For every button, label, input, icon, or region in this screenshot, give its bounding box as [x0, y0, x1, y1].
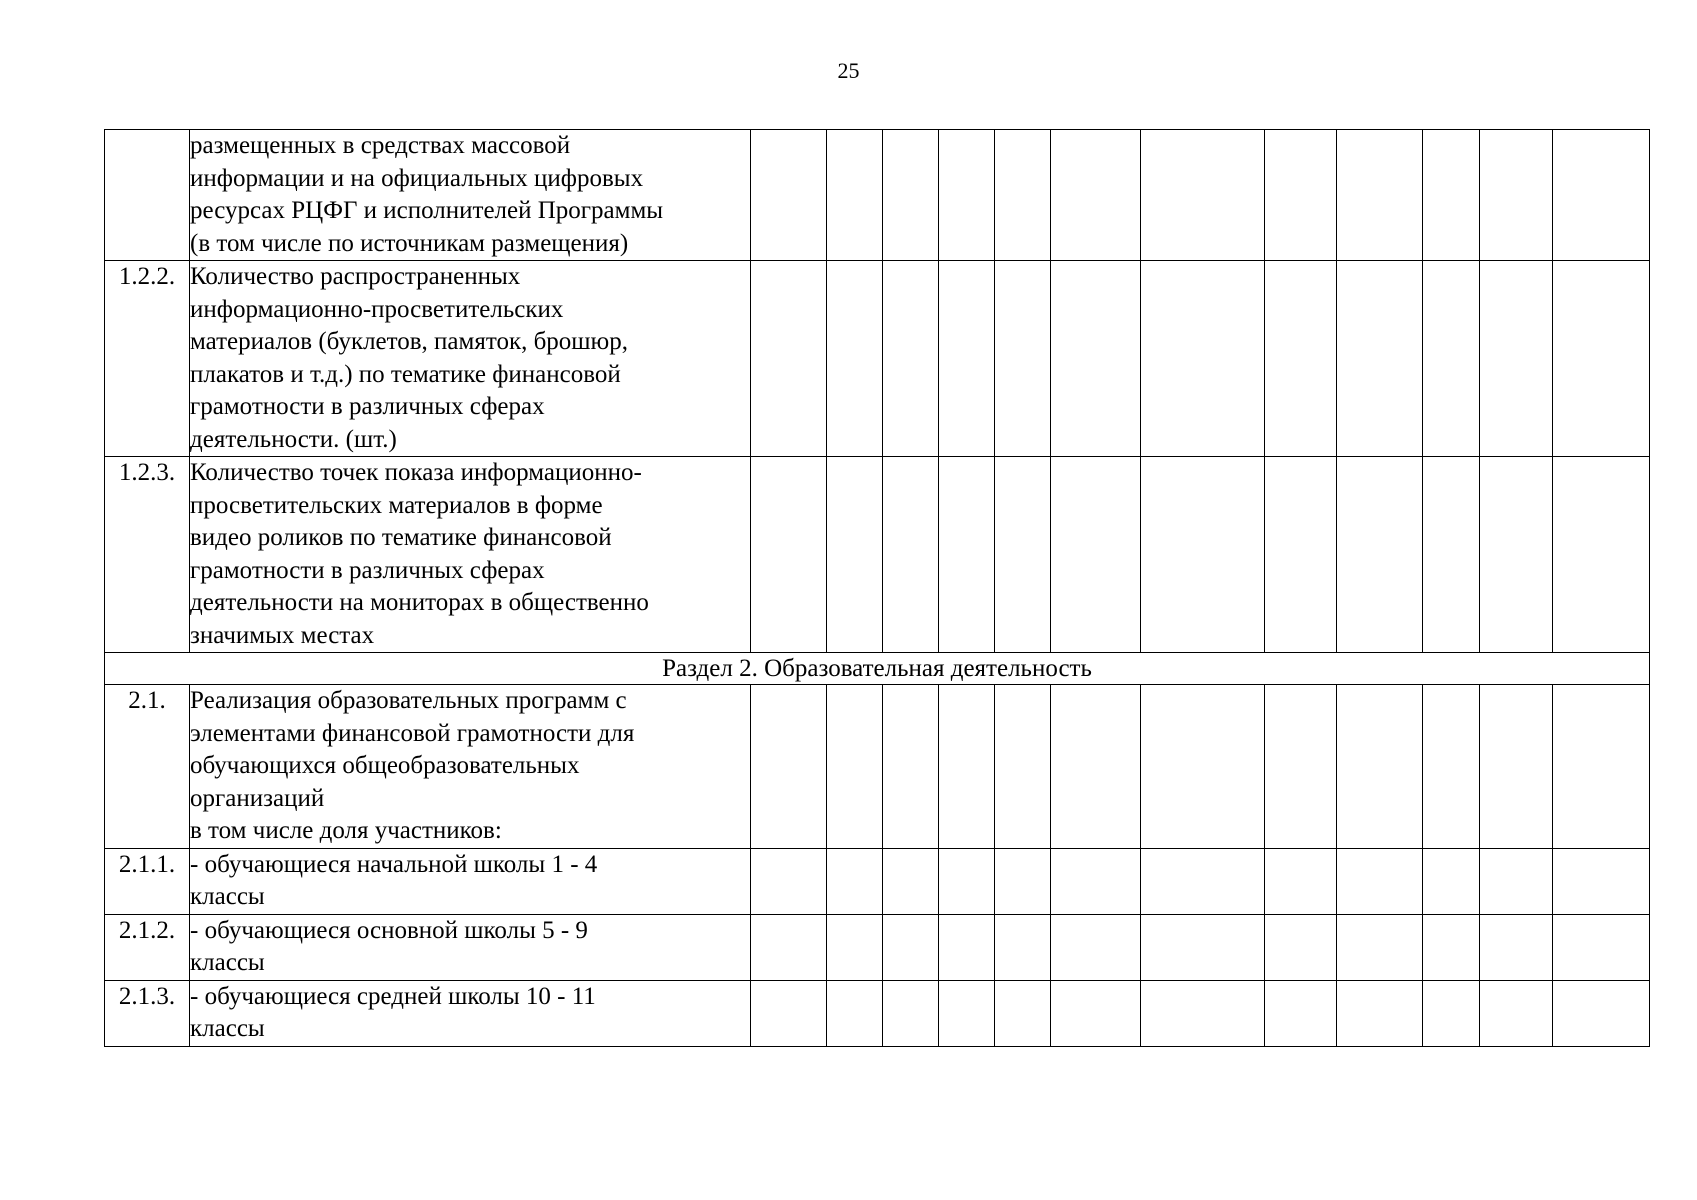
empty-cell [827, 980, 883, 1046]
description-line: грамотности в различных сферах [190, 556, 545, 584]
empty-cell [827, 457, 883, 653]
empty-cell [939, 457, 995, 653]
empty-cell [1553, 848, 1650, 914]
empty-cell [1480, 130, 1553, 261]
section-title: Раздел 2. Образовательная деятельность [105, 653, 1650, 685]
description-line: Количество распространенных [190, 263, 521, 290]
empty-cell [995, 914, 1051, 980]
empty-cell [1265, 848, 1337, 914]
empty-cell [1553, 457, 1650, 653]
description-line: (в том числе по источникам размещения) [190, 229, 629, 257]
page-number: 25 [837, 58, 860, 83]
empty-cell [751, 914, 827, 980]
empty-cell [1480, 457, 1553, 653]
empty-cell [1141, 914, 1265, 980]
table-body [105, 130, 1650, 1047]
empty-cell [1051, 130, 1141, 261]
description-line: классы [190, 1015, 265, 1042]
empty-cell [751, 457, 827, 653]
empty-cell [1051, 914, 1141, 980]
empty-cell [1423, 848, 1480, 914]
description-line: - обучающиеся средней школы 10 - 11 [190, 982, 596, 1010]
table-row [105, 261, 1650, 457]
empty-cell [827, 261, 883, 457]
description-line: просветительских материалов в форме [190, 491, 603, 519]
empty-cell [1265, 685, 1337, 849]
empty-cell [1141, 261, 1265, 457]
section-row [105, 653, 1650, 685]
empty-cell [995, 457, 1051, 653]
empty-cell [1553, 980, 1650, 1046]
empty-cell [883, 457, 939, 653]
item-number: 1.2.3. [105, 457, 190, 653]
empty-cell [751, 980, 827, 1046]
item-description [190, 980, 751, 1046]
item-description [190, 130, 751, 261]
empty-cell [827, 914, 883, 980]
empty-cell [1141, 848, 1265, 914]
description-line: элементами финансовой грамотности для [190, 719, 635, 747]
description-line: в том числе доля участников: [190, 817, 502, 844]
description-line: размещенных в средствах массовой [190, 132, 571, 159]
empty-cell [883, 130, 939, 261]
empty-cell [995, 848, 1051, 914]
table-row [105, 980, 1650, 1046]
empty-cell [939, 261, 995, 457]
empty-cell [1423, 980, 1480, 1046]
description-line: обучающихся общеобразовательных [190, 752, 580, 779]
empty-cell [883, 685, 939, 849]
table-row [105, 130, 1650, 261]
empty-cell [1051, 261, 1141, 457]
description-line: информации и на официальных цифровых [190, 164, 644, 192]
empty-cell [1337, 261, 1423, 457]
description-line: плакатов и т.д.) по тематике финансовой [190, 360, 621, 388]
item-number: 2.1. [105, 685, 190, 849]
empty-cell [751, 848, 827, 914]
empty-cell [1141, 980, 1265, 1046]
empty-cell [751, 261, 827, 457]
description-line: материалов (буклетов, памяток, брошюр, [190, 328, 628, 355]
empty-cell [939, 980, 995, 1046]
description-line: деятельности на мониторах в общественно [190, 589, 649, 616]
empty-cell [1051, 685, 1141, 849]
empty-cell [1141, 130, 1265, 261]
item-description [190, 261, 751, 457]
empty-cell [1337, 914, 1423, 980]
empty-cell [1265, 457, 1337, 653]
empty-cell [827, 848, 883, 914]
description-line: Количество точек показа информационно- [190, 459, 642, 486]
description-line: классы [190, 883, 265, 910]
table-row [105, 457, 1650, 653]
empty-cell [827, 685, 883, 849]
table-row [105, 685, 1650, 849]
empty-cell [751, 685, 827, 849]
empty-cell [995, 685, 1051, 849]
empty-cell [1423, 914, 1480, 980]
empty-cell [1423, 261, 1480, 457]
description-line: деятельности. (шт.) [190, 425, 397, 453]
empty-cell [1553, 130, 1650, 261]
empty-cell [1480, 685, 1553, 849]
description-line: организаций [190, 784, 325, 812]
empty-cell [939, 848, 995, 914]
empty-cell [827, 130, 883, 261]
item-number: 2.1.1. [105, 848, 190, 914]
empty-cell [1337, 848, 1423, 914]
item-number: 2.1.3. [105, 980, 190, 1046]
item-description [190, 914, 751, 980]
description-line: грамотности в различных сферах [190, 393, 545, 420]
empty-cell [1423, 685, 1480, 849]
description-line: информационно-просветительских [190, 295, 564, 323]
description-line: Реализация образовательных программ с [190, 687, 627, 714]
empty-cell [883, 848, 939, 914]
description-line: - обучающиеся основной школы 5 - 9 [190, 916, 588, 944]
empty-cell [1265, 130, 1337, 261]
empty-cell [1337, 685, 1423, 849]
item-number: 2.1.2. [105, 914, 190, 980]
description-line: классы [190, 949, 265, 976]
description-line: значимых местах [190, 621, 375, 649]
empty-cell [1423, 457, 1480, 653]
empty-cell [1553, 685, 1650, 849]
empty-cell [1553, 261, 1650, 457]
empty-cell [1553, 914, 1650, 980]
empty-cell [1423, 130, 1480, 261]
table-row [105, 848, 1650, 914]
empty-cell [1051, 457, 1141, 653]
item-description [190, 848, 751, 914]
item-number: 1.2.2. [105, 261, 190, 457]
empty-cell [1141, 457, 1265, 653]
description-line: видео роликов по тематике финансовой [190, 524, 612, 551]
empty-cell [995, 130, 1051, 261]
empty-cell [751, 130, 827, 261]
item-description [190, 457, 751, 653]
description-line: ресурсах РЦФГ и исполнителей Программы [190, 197, 664, 224]
empty-cell [1265, 261, 1337, 457]
empty-cell [1337, 130, 1423, 261]
empty-cell [1265, 980, 1337, 1046]
empty-cell [1337, 457, 1423, 653]
indicators-table [104, 129, 1650, 1047]
empty-cell [883, 914, 939, 980]
empty-cell [1265, 914, 1337, 980]
empty-cell [1480, 848, 1553, 914]
empty-cell [939, 914, 995, 980]
empty-cell [1051, 848, 1141, 914]
empty-cell [1141, 685, 1265, 849]
empty-cell [1480, 980, 1553, 1046]
empty-cell [1337, 980, 1423, 1046]
empty-cell [995, 261, 1051, 457]
item-number [105, 130, 190, 261]
item-description [190, 685, 751, 849]
empty-cell [883, 261, 939, 457]
empty-cell [1480, 261, 1553, 457]
table-row [105, 914, 1650, 980]
description-line: - обучающиеся начальной школы 1 - 4 [190, 850, 598, 878]
empty-cell [939, 130, 995, 261]
empty-cell [939, 685, 995, 849]
empty-cell [1480, 914, 1553, 980]
empty-cell [995, 980, 1051, 1046]
empty-cell [1051, 980, 1141, 1046]
empty-cell [883, 980, 939, 1046]
